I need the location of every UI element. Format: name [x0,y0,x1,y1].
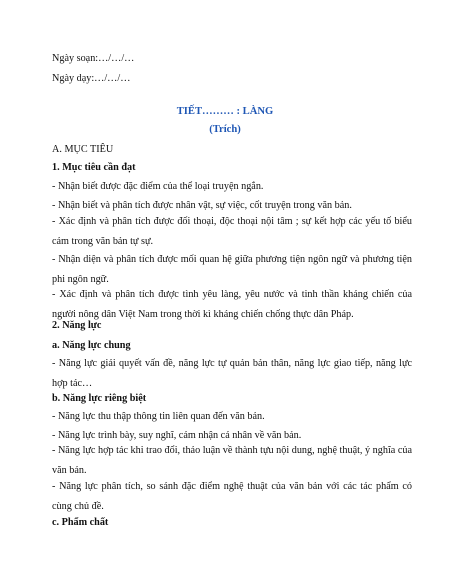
section-a-heading: A. MỤC TIÊU [52,144,114,155]
list-item: - Nhận biết và phân tích được nhân vật, sự việc, cốt truyện trong văn bản. [52,200,352,211]
lesson-title: TIẾT……… : LÀNG [176,106,274,117]
section-2-heading: 2. Năng lực [52,320,102,331]
section-2a-heading: a. Năng lực chung [52,340,131,351]
ngay-soan: Ngày soạn:…/…/… [52,53,135,64]
list-item: - Nhận biết được đặc điểm của thể loại truyện ngắn. [52,181,264,192]
list-item: - Xác định và phân tích được đối thoại, độc thoại nội tâm ; sự kết hợp các yếu tố biểu cảm trong văn bản tự sự. [52,216,412,247]
section-1-heading: 1. Mục tiêu cần đạt [52,162,136,173]
section-2c-heading: c. Phẩm chất [52,517,109,528]
list-item: - Năng lực phân tích, so sánh đặc điểm nghệ thuật của văn bản với các tác phẩm có cùng chủ đề. [52,481,412,512]
list-item: - Năng lực hợp tác khi trao đổi, thảo luận về thành tựu nội dung, nghệ thuật, ý nghĩa của văn bản. [52,445,412,476]
list-item: - Nhận diện và phân tích được mối quan hệ giữa phương tiện ngôn ngữ và phương tiện phi ngôn ngữ. [52,254,412,285]
ngay-day: Ngày dạy:…/…/… [52,73,131,84]
list-item: - Xác định và phân tích được tình yêu làng, yêu nước và tinh thần kháng chiến của người nông dân Việt Nam trong thời kì kháng chiến chống thực dân Pháp. [52,289,412,320]
list-item: - Năng lực thu thập thông tin liên quan đến văn bản. [52,411,265,422]
list-item: - Năng lực giải quyết vấn đề, năng lực tự quản bản thân, năng lực giao tiếp, năng lực hợp tác… [52,358,412,389]
section-2b-heading: b. Năng lực riêng biệt [52,393,147,404]
lesson-subtitle: (Trích) [209,124,241,135]
list-item: - Năng lực trình bày, suy nghĩ, cảm nhận cá nhân về văn bản. [52,430,302,441]
